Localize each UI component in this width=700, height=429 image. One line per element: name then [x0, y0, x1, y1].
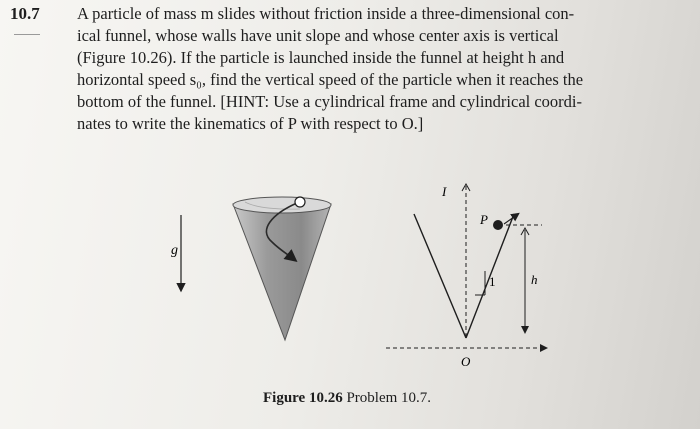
- figure-caption-text: Problem 10.7.: [346, 390, 432, 406]
- problem-line-2: ical funnel, whose walls have unit slope and whose center axis is vertical: [77, 26, 559, 45]
- origin-label: O: [461, 354, 471, 369]
- cone-funnel: [233, 197, 331, 340]
- problem-statement: [77, 3, 679, 135]
- figure-drawing: [140, 172, 560, 387]
- particle-p-dot: [493, 220, 503, 230]
- problem-line-4: horizontal speed s₀, find the vertical speed of the particle when it reaches the: [77, 70, 584, 89]
- problem-line-1: A particle of mass m slides without friction inside a three-dimensional con-: [77, 4, 575, 23]
- figure-caption: [263, 390, 431, 407]
- slope-label: 1: [489, 274, 496, 289]
- figure-caption-label: Figure 10.26: [263, 390, 343, 406]
- axis-label: I: [442, 184, 447, 199]
- problem-number: 10.7: [10, 4, 40, 23]
- particle-marker: [295, 197, 305, 207]
- figure-10-26: [140, 172, 560, 392]
- problem-number-underline: [14, 34, 40, 35]
- gravity-label: g: [171, 243, 178, 258]
- problem-line-5: bottom of the funnel. [HINT: Use a cylindrical frame and cylindrical coordi-: [77, 92, 582, 111]
- problem-line-3: (Figure 10.26). If the particle is launched inside the funnel at height h and: [77, 48, 565, 67]
- axis-dashed: [462, 184, 470, 338]
- height-label: h: [531, 272, 538, 287]
- height-dimension-arrow: [521, 228, 529, 332]
- cone-cross-section: [414, 214, 514, 338]
- particle-label: P: [480, 212, 488, 227]
- problem-line-6: nates to write the kinematics of P with respect to O.]: [77, 114, 424, 133]
